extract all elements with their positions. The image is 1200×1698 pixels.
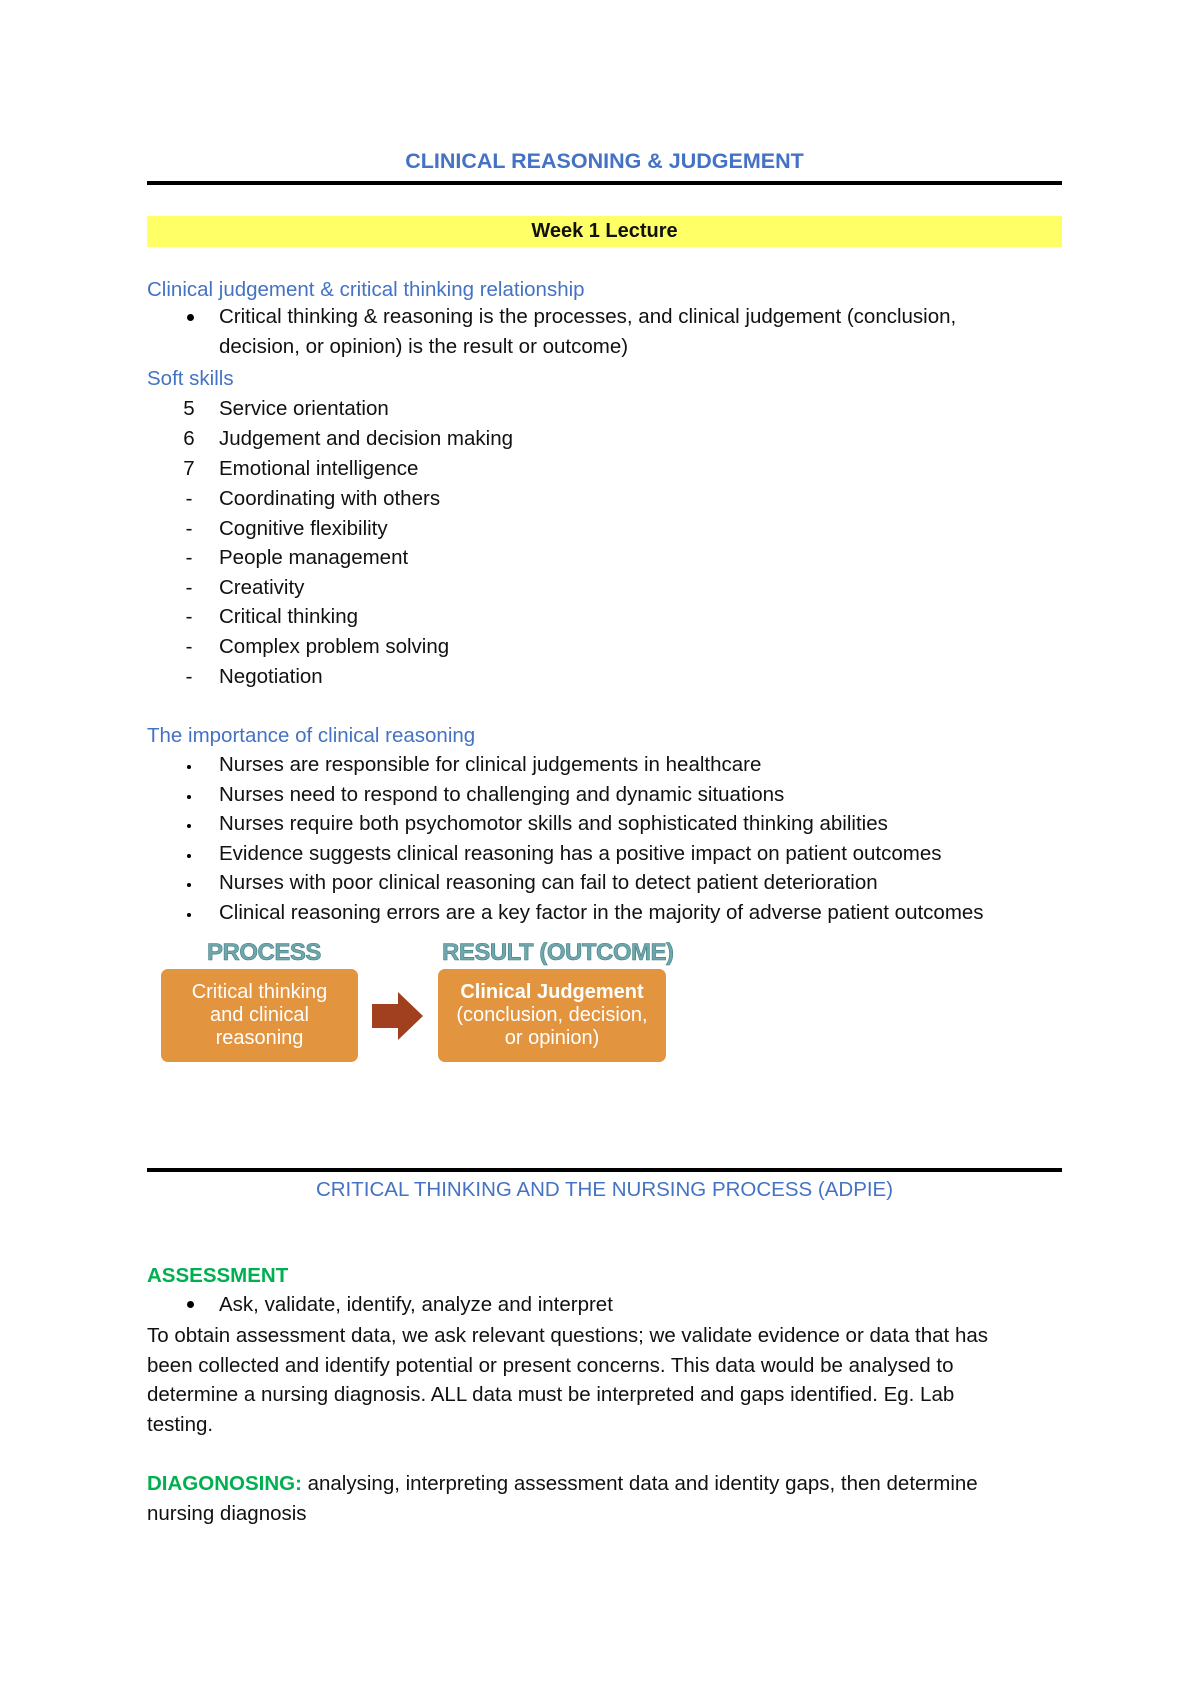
paragraph-line: testing. [147,1412,214,1436]
list-number: 6 [183,427,195,450]
list-item: Clinical reasoning errors are a key factor in the majority of adverse patient outcomes [219,901,984,924]
diagnosing-label: DIAGONOSING: [147,1472,302,1495]
result-box-line: (conclusion, decision, [456,1004,648,1026]
paragraph-line: To obtain assessment data, we ask relevant questions; we validate evidence or data that has [147,1324,989,1347]
list-item: Nurses need to respond to challenging and dynamic situations [219,783,785,806]
list-item: Coordinating with others [219,487,441,510]
process-box [161,969,358,1062]
section-heading-relationship: Clinical judgement & critical thinking relationship [147,278,585,301]
dash-marker: - [185,605,193,628]
assessment-heading: ASSESSMENT [147,1264,289,1287]
list-item: Nurses with poor clinical reasoning can fail to detect patient deterioration [219,871,878,894]
page-title: CLINICAL REASONING & JUDGEMENT [405,149,804,173]
list-item: Judgement and decision making [219,427,514,450]
list-item: People management [219,546,409,569]
section-heading-soft-skills: Soft skills [147,367,234,390]
diagnosing-paragraph [147,1469,1067,1528]
list-item: Evidence suggests clinical reasoning has a positive impact on patient outcomes [219,842,942,865]
bullet-dot [187,854,191,858]
list-item: Service orientation [219,397,389,420]
list-item: Creativity [219,576,305,599]
process-box-line: reasoning [215,1027,304,1049]
paragraph-line: nursing diagnosis [147,1501,307,1525]
bullet-dot [187,1301,194,1308]
dash-marker: - [185,576,193,599]
dash-marker: - [185,546,193,569]
bullet-dot [187,913,191,917]
paragraph-line: determine a nursing diagnosis. ALL data must be interpreted and gaps identified. Eg. Lab [147,1383,955,1406]
arrow-right-icon [372,990,424,1042]
process-box-line: and clinical [210,1004,309,1026]
result-box-line: or opinion) [504,1027,600,1049]
list-item: Complex problem solving [219,635,450,658]
dash-marker: - [185,517,193,540]
section2-title: CRITICAL THINKING AND THE NURSING PROCESS (ADPIE) [315,1178,894,1201]
list-item: Negotiation [219,665,323,688]
list-item: Emotional intelligence [219,457,419,480]
result-box-line: Clinical Judgement [460,981,644,1003]
dash-marker: - [185,487,193,510]
list-number: 5 [183,397,195,420]
result-box [438,969,666,1062]
paragraph-line: been collected and identify potential or present concerns. This data would be analysed to [147,1353,954,1377]
list-item: Nurses require both psychomotor skills and sophisticated thinking abilities [219,812,888,835]
list-number: 7 [183,457,195,480]
section-heading-importance: The importance of clinical reasoning [147,724,476,747]
result-label: RESULT (OUTCOME) [442,939,674,966]
assessment-paragraph [147,1321,1067,1439]
process-box-line: Critical thinking [191,981,328,1003]
list-item: Critical thinking [219,605,358,628]
bullet-dot [187,883,191,887]
list-item: Cognitive flexibility [219,517,388,540]
bullet-dot [187,765,191,769]
dash-marker: - [185,635,193,658]
dash-marker: - [185,665,193,688]
list-item: Nurses are responsible for clinical judgements in healthcare [219,753,762,776]
diagnosing-text: analysing, interpreting assessment data and identity gaps, then determine [301,1472,978,1495]
relationship-text-line1: Critical thinking & reasoning is the processes, and clinical judgement (conclusion, [219,305,957,328]
week-banner: Week 1 Lecture [147,216,1062,247]
bullet-dot [187,795,191,799]
title-divider [147,181,1062,185]
bullet-dot [187,824,191,828]
process-label: PROCESS [207,939,321,966]
section-divider [147,1168,1062,1172]
bullet-dot [187,314,194,321]
relationship-text-line2: decision, or opinion) is the result or outcome) [219,335,629,358]
assessment-bullet: Ask, validate, identify, analyze and interpret [219,1293,613,1316]
